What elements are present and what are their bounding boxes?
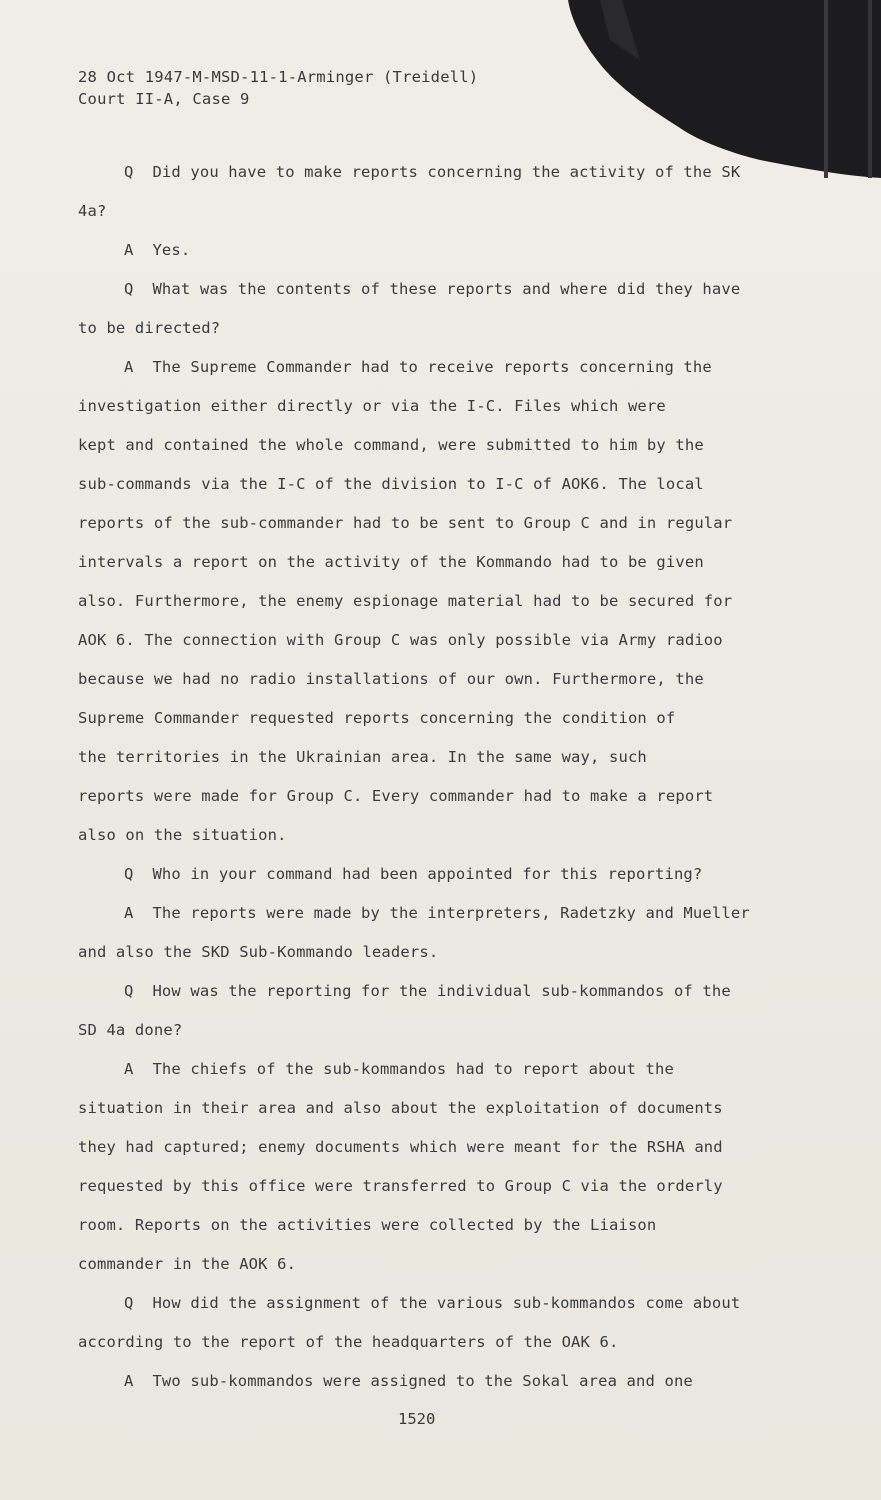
header-court-line: Court II-A, Case 9 (78, 90, 250, 108)
transcript-line: sub-commands via the I-C of the division to I-C of AOK6. The local (78, 475, 704, 493)
transcript-line: the territories in the Ukrainian area. In the same way, such (78, 748, 647, 766)
transcript-line: Supreme Commander requested reports concerning the condition of (78, 709, 676, 727)
transcript-line: according to the report of the headquarters of the OAK 6. (78, 1333, 619, 1351)
transcript-line: SD 4a done? (78, 1021, 183, 1039)
header-date-line: 28 Oct 1947-M-MSD-11-1-Arminger (Treidell) (78, 68, 479, 86)
transcript-line: A Yes. (124, 241, 191, 259)
transcript-line: A Two sub-kommandos were assigned to the Sokal area and one (124, 1372, 693, 1390)
transcript-line: Q How was the reporting for the individual sub-kommandos of the (124, 982, 731, 1000)
transcript-line: reports were made for Group C. Every commander had to make a report (78, 787, 714, 805)
transcript-line: reports of the sub-commander had to be sent to Group C and in regular (78, 514, 733, 532)
transcript-line: 4a? (78, 202, 107, 220)
transcript-line: A The Supreme Commander had to receive reports concerning the (124, 358, 712, 376)
transcript-line: Q What was the contents of these reports and where did they have (124, 280, 741, 298)
transcript-line: Q Did you have to make reports concerning the activity of the SK (124, 163, 741, 181)
transcript-line: Q How did the assignment of the various sub-kommandos come about (124, 1294, 741, 1312)
transcript-line: room. Reports on the activities were collected by the Liaison (78, 1216, 657, 1234)
transcript-line: because we had no radio installations of our own. Furthermore, the (78, 670, 704, 688)
transcript-line: commander in the AOK 6. (78, 1255, 297, 1273)
transcript-line: A The reports were made by the interpreters, Radetzky and Mueller (124, 904, 750, 922)
transcript-line: also. Furthermore, the enemy espionage material had to be secured for (78, 592, 733, 610)
transcript-line: also on the situation. (78, 826, 287, 844)
transcript-line: intervals a report on the activity of the Kommando had to be given (78, 553, 704, 571)
transcript-line: and also the SKD Sub-Kommando leaders. (78, 943, 439, 961)
transcript-line: A The chiefs of the sub-kommandos had to report about the (124, 1060, 674, 1078)
transcript-line: situation in their area and also about the exploitation of documents (78, 1099, 723, 1117)
transcript-line: they had captured; enemy documents which were meant for the RSHA and (78, 1138, 723, 1156)
transcript-line: AOK 6. The connection with Group C was only possible via Army radioo (78, 631, 723, 649)
document-header (78, 66, 478, 110)
transcript-line: requested by this office were transferred to Group C via the orderly (78, 1177, 723, 1195)
transcript-line: Q Who in your command had been appointed for this reporting? (124, 865, 703, 883)
transcript-line: investigation either directly or via the I-C. Files which were (78, 397, 666, 415)
transcript-line: to be directed? (78, 319, 221, 337)
page-number: 1520 (398, 1410, 436, 1428)
transcript-line: kept and contained the whole command, were submitted to him by the (78, 436, 704, 454)
